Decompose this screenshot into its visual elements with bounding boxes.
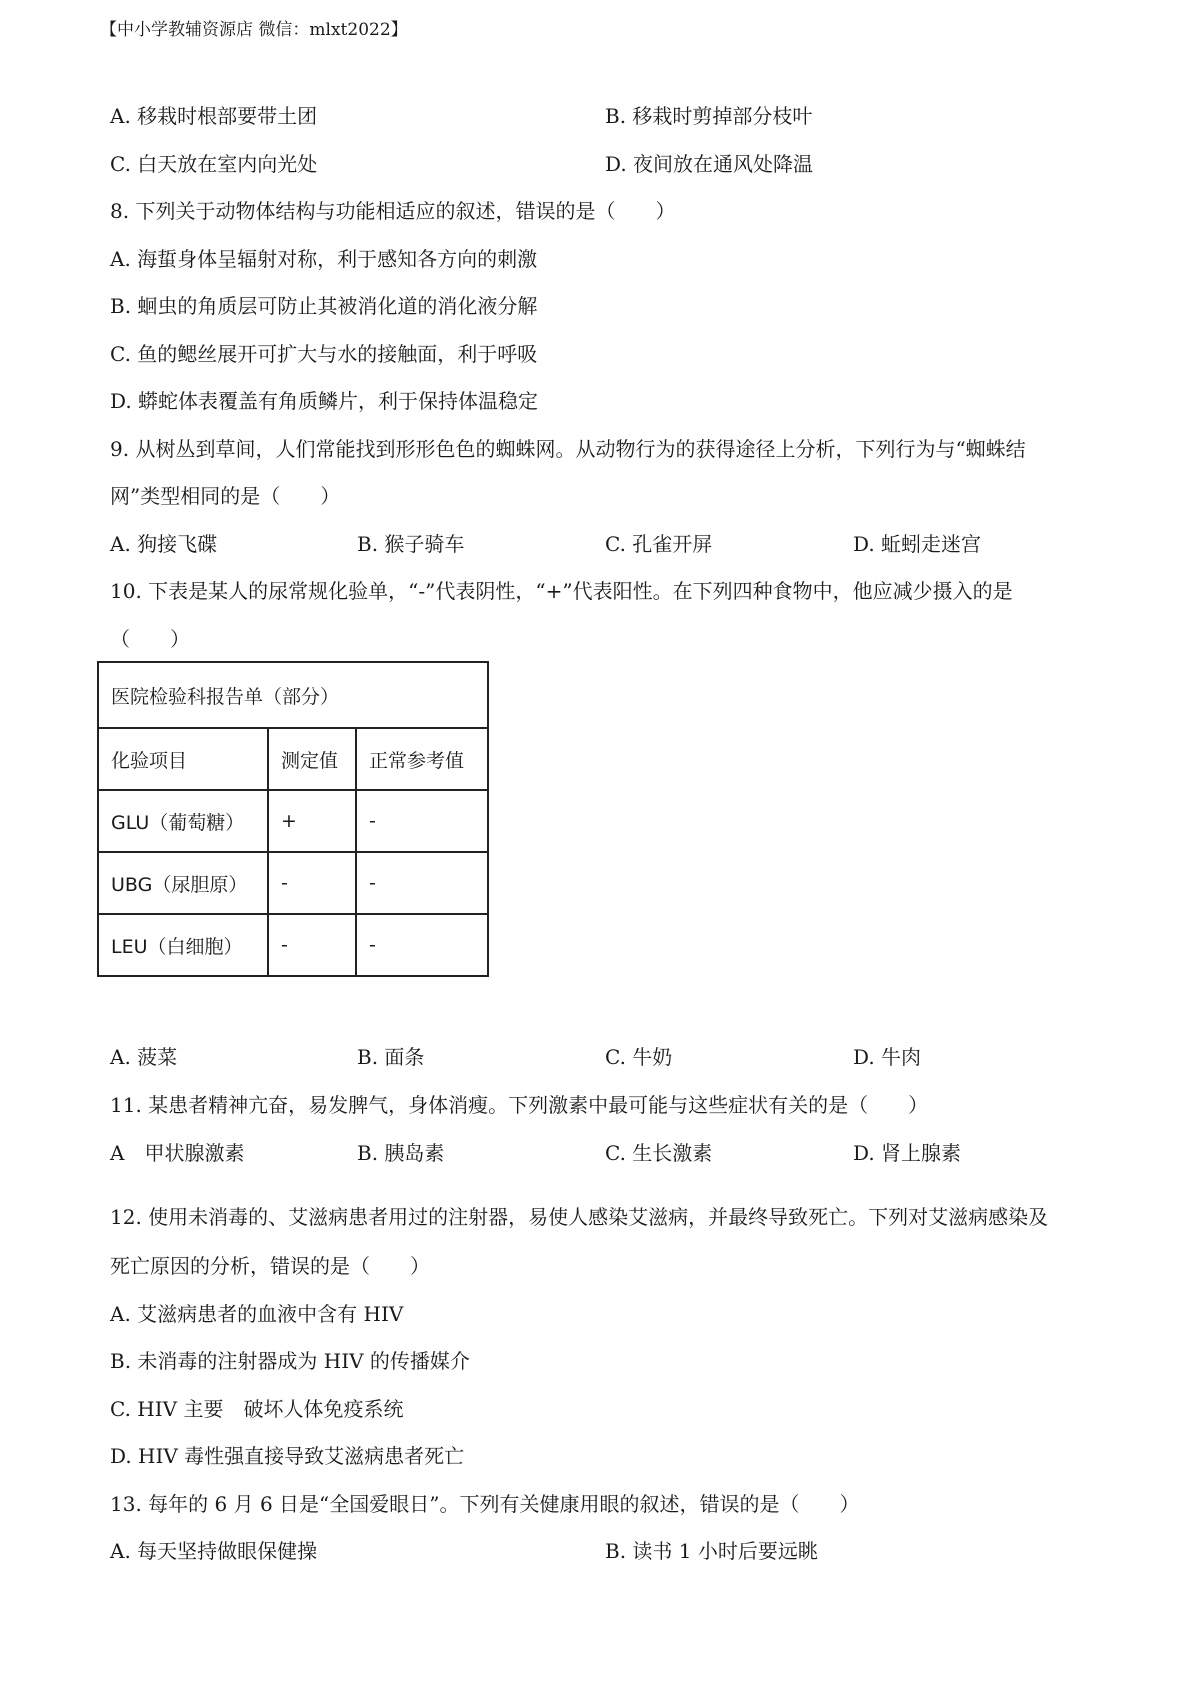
q9-stem-line1: 9. 从树丛到草间，人们常能找到形形色色的蜘蛛网。从动物行为的获得途径上分析，下列行为与“蜘蛛结 xyxy=(110,437,1026,461)
q9-option-a: A. 狗接飞碟 xyxy=(110,532,218,556)
table-row xyxy=(98,914,488,976)
q8-option-a: A. 海蜇身体呈辐射对称，利于感知各方向的刺激 xyxy=(110,247,538,271)
q13-option-a: A. 每天坚持做眼保健操 xyxy=(110,1539,318,1563)
table-header-row xyxy=(98,728,488,790)
table-title: 医院检验科报告单（部分） xyxy=(98,662,488,728)
table-header-measured: 测定值 xyxy=(268,728,356,790)
q13-stem: 13. 每年的 6 月 6 日是“全国爱眼日”。下列有关健康用眼的叙述，错误的是（ ） xyxy=(110,1492,860,1516)
table-header-item: 化验项目 xyxy=(98,728,268,790)
table-cell-reference: - xyxy=(356,790,488,852)
watermark-header: 【中小学教辅资源店 微信：mlxt2022】 xyxy=(100,20,408,40)
q10-stem-line1: 10. 下表是某人的尿常规化验单，“-”代表阴性，“+”代表阳性。在下列四种食物中，他应减少摄入的是 xyxy=(110,579,1013,603)
lab-report-table xyxy=(97,661,489,977)
q9-option-d: D. 蚯蚓走迷宫 xyxy=(853,532,982,556)
q8-stem: 8. 下列关于动物体结构与功能相适应的叙述，错误的是（ ） xyxy=(110,199,676,223)
table-row xyxy=(98,852,488,914)
table-cell-reference: - xyxy=(356,914,488,976)
q12-option-d: D. HIV 毒性强直接导致艾滋病患者死亡 xyxy=(110,1444,465,1468)
table-cell-measured: - xyxy=(268,852,356,914)
q9-option-b: B. 猴子骑车 xyxy=(357,532,465,556)
q8-option-b: B. 蛔虫的角质层可防止其被消化道的消化液分解 xyxy=(110,294,538,318)
q7-option-d: D. 夜间放在通风处降温 xyxy=(605,152,814,176)
q11-stem: 11. 某患者精神亢奋，易发脾气，身体消瘦。下列激素中最可能与这些症状有关的是（ ） xyxy=(110,1093,929,1117)
q12-option-b: B. 未消毒的注射器成为 HIV 的传播媒介 xyxy=(110,1349,470,1373)
table-cell-item: UBG（尿胆原） xyxy=(98,852,268,914)
q12-option-c: C. HIV 主要 破坏人体免疫系统 xyxy=(110,1397,404,1421)
q9-stem-line2: 网”类型相同的是（ ） xyxy=(110,484,341,508)
q12-stem-line1: 12. 使用未消毒的、艾滋病患者用过的注射器，易使人感染艾滋病，并最终导致死亡。下列对艾滋病感染及 xyxy=(110,1205,1049,1229)
table-cell-item: GLU（葡萄糖） xyxy=(98,790,268,852)
table-cell-measured: - xyxy=(268,914,356,976)
q11-option-c: C. 生长激素 xyxy=(605,1141,713,1165)
q10-option-b: B. 面条 xyxy=(357,1045,425,1069)
q11-option-b: B. 胰岛素 xyxy=(357,1141,445,1165)
q7-option-a: A. 移栽时根部要带土团 xyxy=(110,104,318,128)
q13-option-b: B. 读书 1 小时后要远眺 xyxy=(605,1539,818,1563)
q8-option-c: C. 鱼的鳃丝展开可扩大与水的接触面，利于呼吸 xyxy=(110,342,538,366)
q10-option-d: D. 牛肉 xyxy=(853,1045,922,1069)
table-row xyxy=(98,790,488,852)
q12-option-a: A. 艾滋病患者的血液中含有 HIV xyxy=(110,1302,404,1326)
q11-option-d: D. 肾上腺素 xyxy=(853,1141,962,1165)
q9-option-c: C. 孔雀开屏 xyxy=(605,532,713,556)
q7-option-b: B. 移栽时剪掉部分枝叶 xyxy=(605,104,813,128)
q12-stem-line2: 死亡原因的分析，错误的是（ ） xyxy=(110,1254,430,1278)
table-cell-item: LEU（白细胞） xyxy=(98,914,268,976)
table-cell-measured: + xyxy=(268,790,356,852)
q10-option-a: A. 菠菜 xyxy=(110,1045,178,1069)
q8-option-d: D. 蟒蛇体表覆盖有角质鳞片，利于保持体温稳定 xyxy=(110,389,539,413)
q7-option-c: C. 白天放在室内向光处 xyxy=(110,152,318,176)
q10-option-c: C. 牛奶 xyxy=(605,1045,673,1069)
q11-option-a: A 甲状腺激素 xyxy=(110,1141,245,1165)
table-header-reference: 正常参考值 xyxy=(356,728,488,790)
table-cell-reference: - xyxy=(356,852,488,914)
q10-stem-line2: （ ） xyxy=(110,627,190,651)
